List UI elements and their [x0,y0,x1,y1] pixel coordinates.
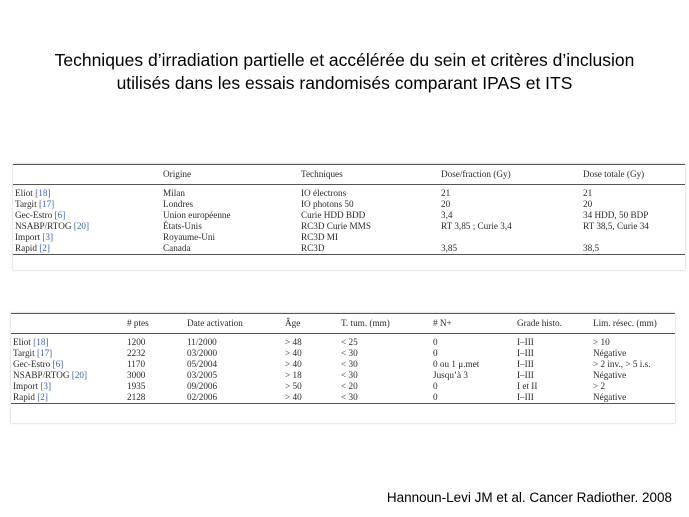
header-cell: Dose/fraction (Gy) [441,169,511,179]
reference-link[interactable]: [17] [38,199,55,209]
table-row [11,359,675,370]
header-cell: # ptes [127,318,149,328]
header-cell [11,314,125,334]
table-cell: RT 38,5, Curie 34 [583,221,649,231]
header-cell: T. tum. (mm) [341,318,390,328]
reference-link[interactable]: [20] [73,221,90,231]
trial-name: Rapid [2] [13,392,48,402]
table-cell: 03/2005 [187,370,218,380]
table-cell: 20 [441,199,451,209]
table-cell: 2128 [127,392,146,402]
header-cell: Origine [163,169,192,179]
inclusion-criteria-table [11,313,675,423]
citation: Hannoun-Levi JM et al. Cancer Radiother. 2008 [386,490,672,505]
table-cell: Milan [163,188,185,198]
table-cell: > 2 [593,381,606,391]
table-cell: RC3D MI [301,232,339,242]
table-cell: 3000 [127,370,146,380]
title-line-1: Techniques d’irradiation partielle et accélérée du sein et critères d’inclusion [54,50,635,70]
techniques-table [13,164,685,270]
table-cell: 20 [583,199,593,209]
header-cell: Techniques [301,169,343,179]
table-cell: Négative [593,348,627,358]
table-cell: Canada [163,243,191,253]
table-cell: < 30 [341,359,358,369]
table-cell: > 50 [285,381,302,391]
table-cell: RT 3,85 ; Curie 3,4 [441,221,512,231]
trial-name: NSABP/RTOG [20] [15,221,90,231]
trial-name: Gec-Estro [6] [15,210,66,220]
header-cell [13,165,161,185]
table-cell: RC3D [301,243,325,253]
table-cell: > 40 [285,392,302,402]
table-row [13,232,685,243]
table-cell: I–III [517,348,534,358]
table-row [13,221,685,232]
table-cell: 11/2000 [187,337,217,347]
table-cell: 03/2000 [187,348,218,358]
table-cell: 09/2006 [187,381,218,391]
trial-name: Rapid [2] [15,243,50,253]
title-line-2: utilisés dans les essais randomisés comparant IPAS et ITS [116,73,573,93]
table-cell: 1200 [127,337,146,347]
table-cell: < 20 [341,381,358,391]
table-cell: I–III [517,359,534,369]
reference-link[interactable]: [6] [52,359,64,369]
header-cell: Date activation [187,318,243,328]
table-cell: Négative [593,392,627,402]
table-cell: RC3D Curie MMS [301,221,371,231]
table-header-row [11,314,675,334]
table-cell: 21 [583,188,593,198]
table-row [11,334,675,349]
table-cell: I–III [517,370,534,380]
table-cell: Jusqu’à 3 [433,370,468,380]
table-cell: 0 ou 1 μ.met [433,359,480,369]
trial-name: Gec-Estro [6] [13,359,64,369]
trial-name: Import [3] [13,381,52,391]
table-cell: 3,4 [441,210,453,220]
table-cell: 38,5 [583,243,600,253]
slide-title [0,49,689,95]
header-cell: Grade histo. [517,318,562,328]
table-row [13,185,685,200]
table-cell: > 10 [593,337,610,347]
table-cell: Curie HDD BDD [301,210,366,220]
table-row [11,370,675,381]
table-cell: Londres [163,199,194,209]
table-cell: 1170 [127,359,146,369]
reference-link[interactable]: [3] [40,381,52,391]
table-row [11,381,675,392]
table-cell: < 30 [341,392,358,402]
table-cell: > 18 [285,370,302,380]
table-cell: 1935 [127,381,146,391]
trial-name: NSABP/RTOG [20] [13,370,88,380]
reference-link[interactable]: [18] [33,337,49,347]
table-cell: 3,85 [441,243,458,253]
table-row [13,199,685,210]
header-cell: Âge [285,318,301,328]
table-cell: 2232 [127,348,146,358]
table-cell: > 2 inv., > 5 i.s. [593,359,651,369]
table-cell: Royaume-Uni [163,232,216,242]
table-cell: 0 [433,337,438,347]
table-header-row [13,165,685,185]
reference-link[interactable]: [20] [71,370,88,380]
table-cell: I–III [517,392,534,402]
table-cell: Union européenne [163,210,231,220]
header-cell: Lim. résec. (mm) [593,318,657,328]
reference-link[interactable]: [3] [42,232,54,242]
table-cell: < 30 [341,348,358,358]
table-cell: < 30 [341,370,358,380]
table-cell: 34 HDD, 50 BDP [583,210,649,220]
table-cell: < 25 [341,337,358,347]
trial-name: Targit [17] [13,348,53,358]
table-cell: 0 [433,381,438,391]
table-cell [581,232,685,243]
table-cell: 02/2006 [187,392,218,402]
table-cell: 21 [441,188,451,198]
table-cell: > 40 [285,348,302,358]
table-cell: Négative [593,370,627,380]
trial-name: Targit [17] [15,199,55,209]
table-cell: > 48 [285,337,302,347]
table-cell [439,232,581,243]
trial-name: Eliot [18] [15,188,51,198]
reference-link[interactable]: [17] [36,348,53,358]
header-cell: Dose totale (Gy) [583,169,645,179]
table-cell: I et II [517,381,538,391]
table-cell: États-Unis [163,221,202,231]
table-row [13,243,685,255]
table-cell: > 40 [285,359,302,369]
table-cell: 0 [433,348,438,358]
table-cell: IO électrons [301,188,347,198]
reference-link[interactable]: [2] [39,243,50,253]
reference-link[interactable]: [18] [35,188,51,198]
table-row [11,348,675,359]
table-cell: IO photons 50 [301,199,354,209]
trial-name: Import [3] [15,232,54,242]
table-row [11,392,675,404]
table-cell: I–III [517,337,534,347]
reference-link[interactable]: [6] [54,210,66,220]
table-cell: 0 [433,392,438,402]
header-cell: # N+ [433,318,452,328]
trial-name: Eliot [18] [13,337,49,347]
table-cell: 05/2004 [187,359,218,369]
table-row [13,210,685,221]
reference-link[interactable]: [2] [37,392,48,402]
